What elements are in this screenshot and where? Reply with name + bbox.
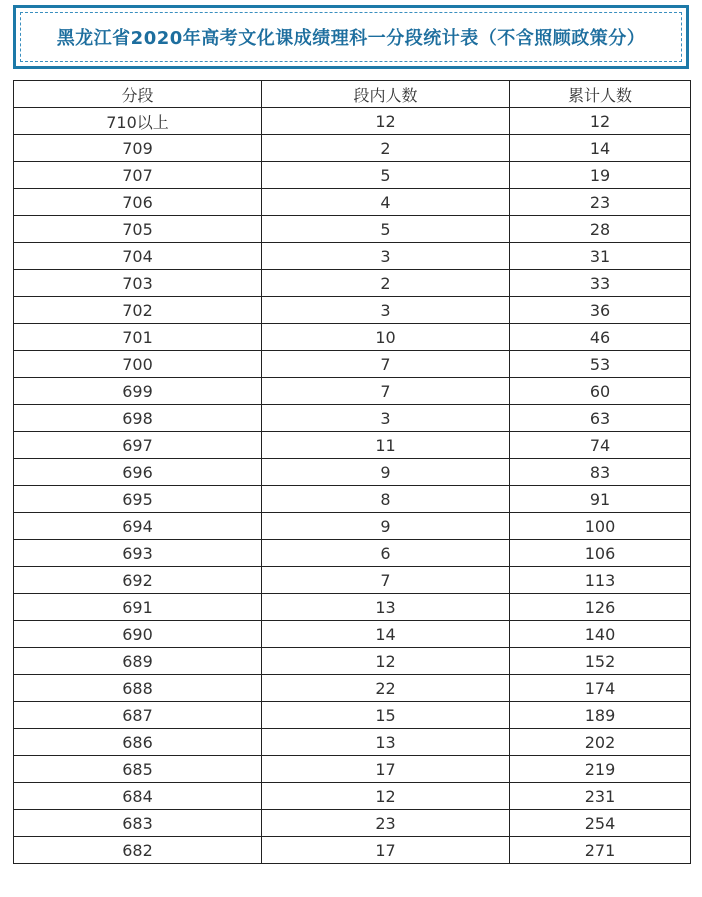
table-row [14,540,691,567]
count-in-band-cell: 7 [262,567,510,594]
count-in-band-cell: 15 [262,702,510,729]
table-row [14,729,691,756]
count-in-band-cell: 3 [262,243,510,270]
cumulative-count-cell: 140 [510,621,691,648]
table-row [14,486,691,513]
table-row [14,270,691,297]
table-row [14,297,691,324]
table-header-row [14,81,691,108]
table-row [14,351,691,378]
score-band-cell: 685 [14,756,262,783]
score-band-cell: 683 [14,810,262,837]
score-band-cell: 686 [14,729,262,756]
count-in-band-cell: 11 [262,432,510,459]
cumulative-count-cell: 106 [510,540,691,567]
count-in-band-cell: 7 [262,378,510,405]
count-in-band-cell: 5 [262,216,510,243]
table-row [14,189,691,216]
cumulative-count-cell: 74 [510,432,691,459]
score-band-cell: 692 [14,567,262,594]
score-band-cell: 710以上 [14,108,262,135]
count-in-band-cell: 17 [262,837,510,864]
score-band-cell: 696 [14,459,262,486]
cumulative-count-cell: 126 [510,594,691,621]
score-band-cell: 707 [14,162,262,189]
cumulative-count-cell: 271 [510,837,691,864]
score-band-cell: 684 [14,783,262,810]
cumulative-count-cell: 202 [510,729,691,756]
table-row [14,459,691,486]
score-band-cell: 689 [14,648,262,675]
column-header-count-in-band: 段内人数 [262,81,510,108]
cumulative-count-cell: 36 [510,297,691,324]
count-in-band-cell: 12 [262,648,510,675]
score-band-cell: 700 [14,351,262,378]
score-band-cell: 706 [14,189,262,216]
count-in-band-cell: 10 [262,324,510,351]
score-band-cell: 687 [14,702,262,729]
cumulative-count-cell: 46 [510,324,691,351]
cumulative-count-cell: 152 [510,648,691,675]
page-title: 黑龙江省2020年高考文化课成绩理科一分段统计表（不含照顾政策分） [56,28,646,49]
count-in-band-cell: 2 [262,135,510,162]
cumulative-count-cell: 19 [510,162,691,189]
table-row [14,810,691,837]
count-in-band-cell: 2 [262,270,510,297]
cumulative-count-cell: 33 [510,270,691,297]
table-row [14,108,691,135]
score-band-cell: 690 [14,621,262,648]
count-in-band-cell: 8 [262,486,510,513]
table-row [14,837,691,864]
table-row [14,405,691,432]
table-row [14,216,691,243]
score-band-cell: 682 [14,837,262,864]
score-band-cell: 701 [14,324,262,351]
score-band-cell: 709 [14,135,262,162]
cumulative-count-cell: 53 [510,351,691,378]
count-in-band-cell: 9 [262,459,510,486]
cumulative-count-cell: 14 [510,135,691,162]
column-header-cumulative-count: 累计人数 [510,81,691,108]
score-band-cell: 693 [14,540,262,567]
count-in-band-cell: 9 [262,513,510,540]
score-band-cell: 704 [14,243,262,270]
table-row [14,135,691,162]
table-row [14,378,691,405]
cumulative-count-cell: 231 [510,783,691,810]
column-header-score-band: 分段 [14,81,262,108]
count-in-band-cell: 7 [262,351,510,378]
score-band-cell: 703 [14,270,262,297]
table-row [14,567,691,594]
count-in-band-cell: 14 [262,621,510,648]
cumulative-count-cell: 63 [510,405,691,432]
cumulative-count-cell: 189 [510,702,691,729]
cumulative-count-cell: 91 [510,486,691,513]
score-band-cell: 697 [14,432,262,459]
cumulative-count-cell: 100 [510,513,691,540]
table-row [14,675,691,702]
count-in-band-cell: 6 [262,540,510,567]
score-band-cell: 695 [14,486,262,513]
count-in-band-cell: 23 [262,810,510,837]
table-row [14,243,691,270]
cumulative-count-cell: 254 [510,810,691,837]
cumulative-count-cell: 12 [510,108,691,135]
table-row [14,702,691,729]
score-band-cell: 698 [14,405,262,432]
score-band-cell: 688 [14,675,262,702]
table-row [14,621,691,648]
table-row [14,783,691,810]
count-in-band-cell: 22 [262,675,510,702]
count-in-band-cell: 5 [262,162,510,189]
score-band-cell: 691 [14,594,262,621]
count-in-band-cell: 4 [262,189,510,216]
count-in-band-cell: 12 [262,783,510,810]
cumulative-count-cell: 60 [510,378,691,405]
cumulative-count-cell: 83 [510,459,691,486]
cumulative-count-cell: 31 [510,243,691,270]
cumulative-count-cell: 23 [510,189,691,216]
table-body [14,108,691,864]
cumulative-count-cell: 113 [510,567,691,594]
table-row [14,648,691,675]
count-in-band-cell: 17 [262,756,510,783]
count-in-band-cell: 3 [262,297,510,324]
title-dashed-frame [20,12,682,62]
table-row [14,513,691,540]
table-row [14,432,691,459]
table-row [14,756,691,783]
cumulative-count-cell: 28 [510,216,691,243]
count-in-band-cell: 13 [262,594,510,621]
score-band-cell: 702 [14,297,262,324]
score-band-cell: 699 [14,378,262,405]
table-row [14,324,691,351]
cumulative-count-cell: 174 [510,675,691,702]
table-row [14,162,691,189]
score-band-cell: 705 [14,216,262,243]
score-band-cell: 694 [14,513,262,540]
table-row [14,594,691,621]
count-in-band-cell: 12 [262,108,510,135]
cumulative-count-cell: 219 [510,756,691,783]
count-in-band-cell: 13 [262,729,510,756]
count-in-band-cell: 3 [262,405,510,432]
title-banner [13,5,689,69]
score-distribution-table [13,80,691,864]
